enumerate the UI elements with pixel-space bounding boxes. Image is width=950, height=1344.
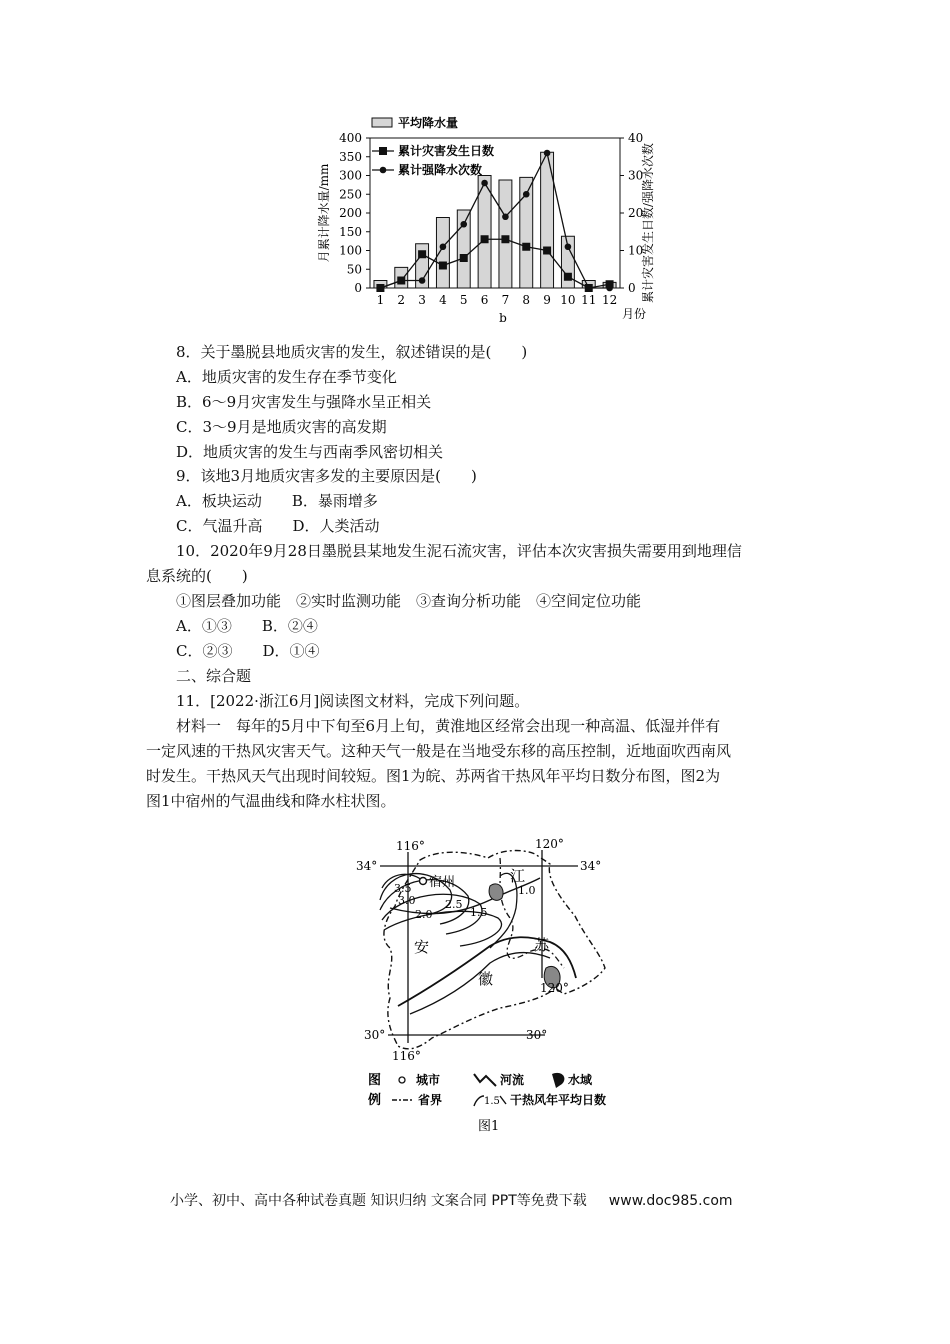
heavy-rain-point xyxy=(565,243,572,250)
footer-url[interactable]: www.doc985.com xyxy=(608,1193,733,1209)
heavy-rain-point xyxy=(419,277,426,284)
disaster-days-point xyxy=(439,262,447,270)
left-tick-label: 150 xyxy=(339,224,362,239)
legend-water-label: 水域 xyxy=(568,1073,593,1087)
heavy-rain-point xyxy=(544,150,551,157)
province-char-su: 苏 xyxy=(534,936,550,954)
q11-material-line2: 一定风速的干热风灾害天气。这种天气一般是在当地受东移的高压控制，近地面吹西南风 xyxy=(146,742,732,760)
legend-title-1: 图 xyxy=(368,1073,382,1088)
x-tick-label: 11 xyxy=(581,293,597,307)
left-tick-label: 0 xyxy=(354,281,362,295)
lat-label-34-left: 34° xyxy=(356,859,378,873)
city-marker-suzhou xyxy=(420,878,427,885)
q8-option-a: A．地质灾害的发生存在季节变化 xyxy=(176,368,397,386)
precipitation-bar xyxy=(499,180,512,288)
lon-label-120-top: 120° xyxy=(535,838,564,851)
lat-label-34-right: 34° xyxy=(580,859,602,873)
x-tick-label: 4 xyxy=(439,293,447,307)
x-tick-label: 12 xyxy=(601,293,618,307)
legend-title-2: 例 xyxy=(368,1093,382,1108)
legend-bar-swatch xyxy=(372,118,392,127)
right-tick-label: 10 xyxy=(628,243,644,258)
province-char-hui: 徽 xyxy=(478,970,494,988)
disaster-days-point xyxy=(564,273,572,281)
right-tick-label: 40 xyxy=(628,131,644,145)
legend-contour-icon-2 xyxy=(500,1096,506,1104)
lon-label-116-top: 116° xyxy=(396,839,425,853)
province-char-an: 安 xyxy=(414,938,430,956)
x-tick-label: 1 xyxy=(376,293,385,307)
contour-label-1.0: 1.0 xyxy=(518,884,536,897)
left-tick-label: 350 xyxy=(339,149,362,164)
chart-svg xyxy=(300,110,660,340)
chart-legend xyxy=(372,115,494,177)
x-tick-label: 3 xyxy=(418,293,426,307)
x-tick-label: 8 xyxy=(522,293,531,307)
map-svg xyxy=(350,838,630,1138)
x-tick-label: 2 xyxy=(397,293,406,307)
x-tick-label: 5 xyxy=(459,293,468,307)
x-tick-label: 10 xyxy=(560,293,576,307)
page-footer xyxy=(170,1190,733,1210)
x-axis-label: 月份 xyxy=(622,307,647,321)
figure-caption: 图1 xyxy=(478,1119,500,1134)
panel-label: b xyxy=(499,311,507,325)
legend-contour-icon xyxy=(474,1096,484,1106)
lon-label-116-bottom: 116° xyxy=(392,1049,421,1063)
q8-option-b: B．6～9月灾害发生与强降水呈正相关 xyxy=(176,393,432,411)
water-body-hongze xyxy=(489,884,503,900)
q10-stem-line2: 息系统的( ) xyxy=(146,567,248,585)
contour-label-3.0: 3.0 xyxy=(398,894,416,907)
q10-stem-line1: 10．2020年9月28日墨脱县某地发生泥石流灾害，评估本次灾害损失需要用到地理信 xyxy=(176,542,742,560)
lat-label-30-left: 30° xyxy=(364,1028,386,1042)
heavy-rain-point xyxy=(606,285,613,292)
q11-stem: 11．[2022·浙江6月]阅读图文材料，完成下列问题。 xyxy=(176,692,530,710)
precipitation-disaster-chart xyxy=(300,110,660,340)
left-tick-label: 250 xyxy=(339,187,362,202)
heavy-rain-point xyxy=(585,285,592,292)
disaster-days-point xyxy=(481,235,489,243)
legend-square-label: 累计灾害发生日数 xyxy=(398,144,495,158)
dry-hot-wind-map xyxy=(350,838,630,1138)
disaster-days-point xyxy=(418,250,426,258)
heavy-rain-point xyxy=(440,243,447,250)
legend-water-icon xyxy=(552,1073,564,1088)
left-tick-label: 400 xyxy=(339,131,362,145)
q11-material-line3: 时发生。干热风天气出现时间较短。图1为皖、苏两省干热风年平均日数分布图，图2为 xyxy=(146,767,721,785)
left-tick-label: 100 xyxy=(339,243,362,258)
lat-label-30-right: 30° xyxy=(526,1028,548,1042)
heavy-rain-point xyxy=(481,180,488,187)
heavy-rain-point xyxy=(460,221,467,228)
province-char-jiang: 江 xyxy=(510,867,526,885)
legend-city-icon xyxy=(399,1077,405,1083)
right-tick-label: 20 xyxy=(628,206,644,220)
legend-dot-marker xyxy=(380,167,387,174)
contour-label-3.5: 3.5 xyxy=(394,882,412,895)
x-tick-label: 9 xyxy=(543,293,551,307)
footer-text: 小学、初中、高中各种试卷真题 知识归纳 文案合同 PPT等免费下载 xyxy=(170,1193,587,1209)
y-axis-left-label: 月累计降水量/mm xyxy=(317,163,331,263)
legend-bar-label: 平均降水量 xyxy=(398,116,459,130)
q9-options-row2: C．气温升高 D．人类活动 xyxy=(176,517,380,535)
legend-border-label: 省界 xyxy=(418,1093,443,1107)
q8-stem: 8．关于墨脱县地质灾害的发生，叙述错误的是( ) xyxy=(176,343,528,361)
left-tick-label: 300 xyxy=(339,168,362,183)
disaster-days-point xyxy=(501,235,509,243)
disaster-days-point xyxy=(522,243,530,251)
legend-dot-label: 累计强降水次数 xyxy=(398,163,483,177)
left-tick-label: 200 xyxy=(339,206,362,220)
q10-options-row1: A．①③ B．②④ xyxy=(176,617,318,635)
q10-functions: ①图层叠加功能 ②实时监测功能 ③查询分析功能 ④空间定位功能 xyxy=(176,592,642,610)
heavy-rain-point xyxy=(398,277,405,284)
q9-options-row1: A．板块运动 B．暴雨增多 xyxy=(176,492,378,510)
plot-frame xyxy=(370,138,620,288)
x-tick-label: 7 xyxy=(501,293,510,307)
q8-option-c: C．3～9月是地质灾害的高发期 xyxy=(176,418,387,436)
right-tick-label: 0 xyxy=(628,281,636,295)
legend-contour-label: 干热风年平均日数 xyxy=(510,1093,607,1107)
q11-material-line1: 材料一 每年的5月中下旬至6月上旬，黄淮地区经常会出现一种高温、低湿并伴有 xyxy=(176,717,721,735)
disaster-days-point xyxy=(543,247,551,255)
q9-stem: 9．该地3月地质灾害多发的主要原因是( ) xyxy=(176,467,477,485)
contour-label-2.5: 2.5 xyxy=(445,898,463,911)
legend-city-label: 城市 xyxy=(416,1073,441,1087)
precipitation-bar xyxy=(436,218,449,289)
q11-material-line4: 图1中宿州的气温曲线和降水柱状图。 xyxy=(146,792,396,810)
legend-river-label: 河流 xyxy=(500,1073,525,1087)
city-label-suzhou: 宿州 xyxy=(429,875,456,890)
left-tick-label: 50 xyxy=(346,262,362,277)
right-tick-label: 30 xyxy=(628,168,644,183)
disaster-days-point xyxy=(460,254,468,262)
q8-option-d: D．地质灾害的发生与西南季风密切相关 xyxy=(176,443,444,461)
lon-label-120-bottom: 120° xyxy=(540,981,569,995)
contour-label-2.0: 2.0 xyxy=(415,908,433,921)
legend-square-marker xyxy=(379,147,387,155)
y-axis-right-label: 累计灾害发生日数/强降水次数 xyxy=(641,142,655,304)
legend-contour-value: 1.5 xyxy=(484,1096,500,1107)
heavy-rain-point xyxy=(523,191,530,198)
q10-options-row2: C．②③ D．①④ xyxy=(176,642,320,660)
section-heading: 二、综合题 xyxy=(176,667,252,685)
legend-river-icon xyxy=(474,1074,496,1086)
contour-label-1.5: 1.5 xyxy=(470,906,488,919)
heavy-rain-point xyxy=(502,213,509,220)
heavy-rain-point xyxy=(377,285,384,292)
x-tick-label: 6 xyxy=(480,293,489,307)
